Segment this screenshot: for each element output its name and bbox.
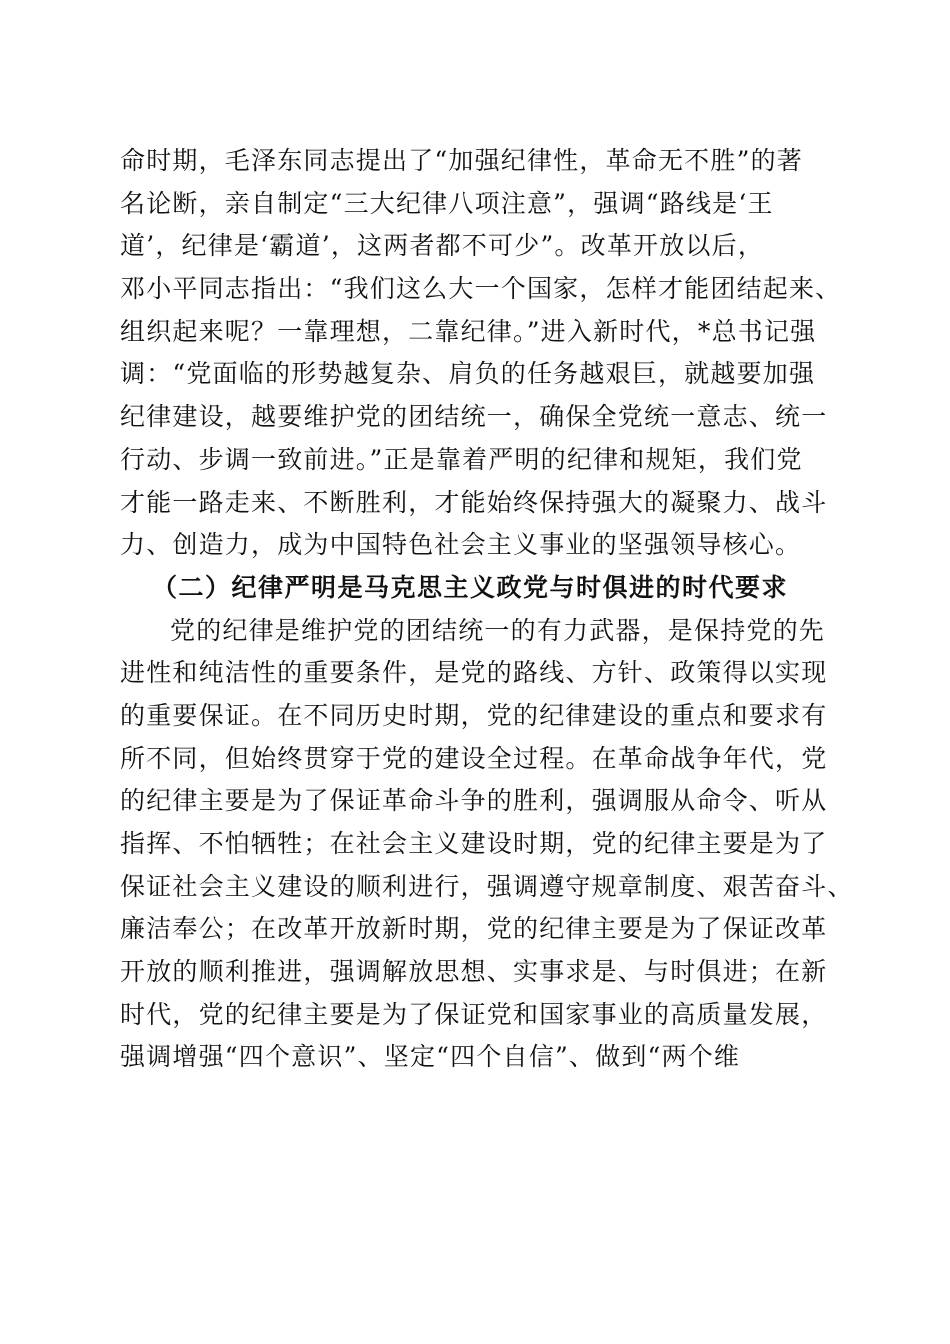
- text-line: 保证社会主义建设的顺利进行，强调遵守规章制度、艰苦奋斗、: [120, 871, 854, 901]
- text-line: 的重要保证。在不同历史时期，党的纪律建设的重点和要求有: [120, 700, 828, 730]
- text-line: 强调增强“四个意识”、坚定“四个自信”、做到“两个维: [120, 1042, 741, 1072]
- text-line: 所不同，但始终贯穿于党的建设全过程。在革命战争年代，党: [120, 743, 828, 773]
- text-line: 邓小平同志指出：“我们这么大一个国家，怎样才能团结起来、: [120, 274, 842, 304]
- text-line: 道’，纪律是‘霸道’，这两者都不可少”。改革开放以后，: [120, 231, 765, 261]
- text-line: 时代，党的纪律主要是为了保证党和国家事业的高质量发展，: [120, 999, 828, 1029]
- text-line: 开放的顺利推进，强调解放思想、实事求是、与时俱进；在新: [120, 957, 828, 987]
- text-line: 才能一路走来、不断胜利，才能始终保持强大的凝聚力、战斗: [120, 487, 828, 517]
- text-line: 党的纪律是维护党的团结统一的有力武器，是保持党的先: [170, 615, 826, 645]
- section-heading: （二）纪律严明是马克思主义政党与时俱进的时代要求: [152, 572, 789, 602]
- paragraph-1: [120, 140, 842, 567]
- text-line: 纪律建设，越要维护党的团结统一，确保全党统一意志、统一: [120, 402, 828, 432]
- text-line: 指挥、不怕牺牲；在社会主义建设时期，党的纪律主要是为了: [120, 829, 828, 858]
- text-line: 进性和纯洁性的重要条件，是党的路线、方针、政策得以实现: [120, 658, 828, 688]
- text-line: 行动、步调一致前进。”正是靠着严明的纪律和规矩，我们党: [120, 444, 803, 474]
- text-line: 命时期，毛泽东同志提出了“加强纪律性，革命无不胜”的著: [120, 146, 803, 175]
- text-line: 调：“党面临的形势越复杂、肩负的任务越艰巨，就越要加强: [120, 359, 816, 389]
- paragraph-2: [120, 610, 854, 1080]
- document-body: [120, 140, 854, 1079]
- text-line: 名论断，亲自制定“三大纪律八项注意”，强调“路线是‘王: [120, 188, 774, 218]
- text-line: 力、创造力，成为中国特色社会主义事业的坚强领导核心。: [120, 530, 802, 560]
- text-line: 廉洁奉公；在改革开放新时期，党的纪律主要是为了保证改革: [120, 914, 828, 944]
- text-line: 的纪律主要是为了保证革命斗争的胜利，强调服从命令、听从: [120, 786, 828, 816]
- text-line: 组织起来呢？一靠理想，二靠纪律。”进入新时代，*总书记强: [120, 316, 817, 346]
